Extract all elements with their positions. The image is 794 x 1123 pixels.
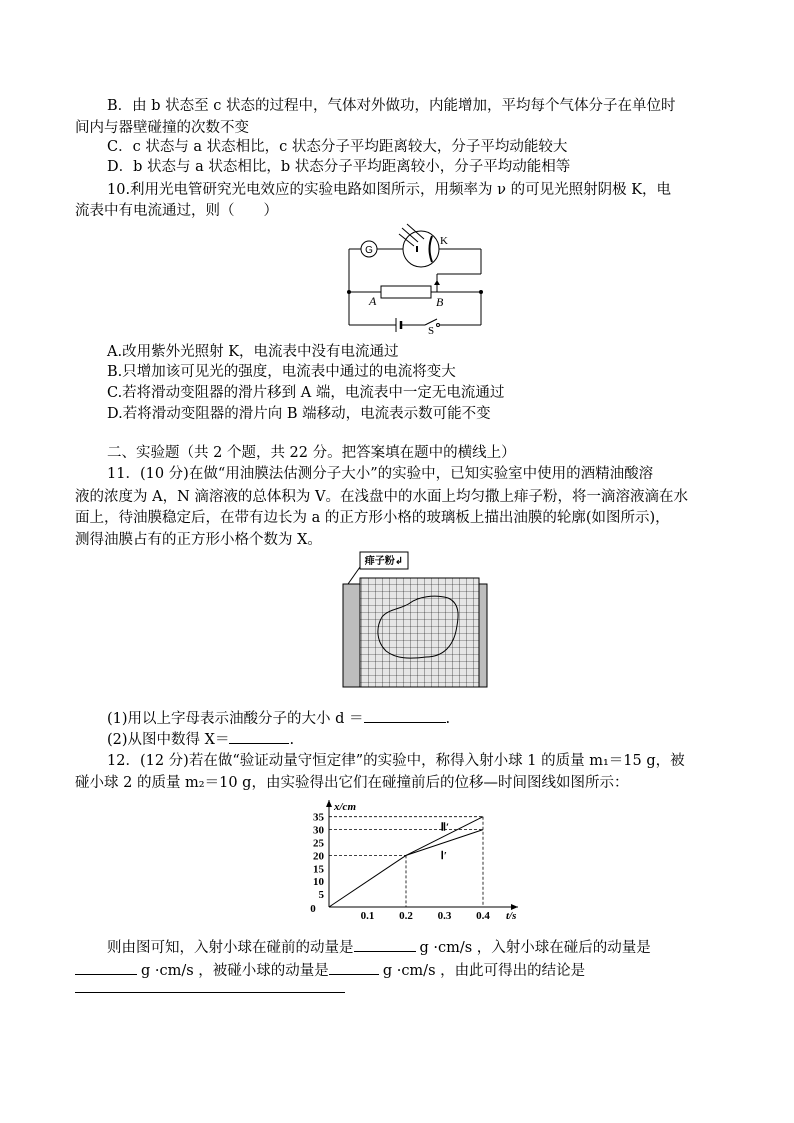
q11-sub2-end: .: [289, 732, 295, 748]
photoelectric-circuit-figure: [340, 222, 490, 334]
q12-answer-text-1a: 则由图可知，入射小球在碰前的动量是: [107, 940, 354, 956]
q9-option-c: C．c 状态与 a 状态相比，c 状态分子平均距离较大，分子平均动能较大: [107, 139, 568, 155]
q11-stem-line4: 测得油膜占有的正方形小格个数为 X。: [75, 532, 322, 548]
q11-sub1-blank[interactable]: [364, 708, 446, 723]
series-line-1: [329, 855, 406, 907]
q12-answer-text-2b: g ·cm/s ，由此可得出的结论是: [382, 963, 586, 979]
talcum-powder-label: 痱子粉↲: [364, 556, 404, 567]
q12-momentum-after-blank[interactable]: [75, 960, 137, 975]
cathode-label: K: [440, 235, 448, 247]
q12-stem-line1: 12．(12 分)若在做“验证动量守恒定律”的实验中，称得入射小球 1 的质量 m₁＝15 g，被: [107, 753, 685, 769]
q11-stem-line2: 液的浓度为 A，N 滴溶液的总体积为 V。在浅盘中的水面上均匀撒上痱子粉，将一滴溶液滴在水: [75, 489, 688, 505]
series-label-i: Ⅰ′: [440, 850, 447, 863]
q11-sub1-text: (1)用以上字母表示油酸分子的大小 d ＝: [107, 711, 364, 727]
y-tick-label: 5: [318, 889, 324, 902]
position-time-chart: [294, 796, 530, 920]
q12-answer-text-1b: g ·cm/s ，入射小球在碰后的动量是: [419, 940, 651, 956]
oil-film-grid-figure: [340, 549, 490, 689]
q9-option-b-line1: B．由 b 状态至 c 状态的过程中，气体对外做功，内能增加，平均每个气体分子在单位时: [107, 98, 676, 114]
y-tick-label: 20: [313, 850, 324, 863]
q10-option-b: B.只增加该可见光的强度，电流表中通过的电流将变大: [107, 364, 456, 380]
x-axis-label: t/s: [506, 910, 517, 920]
q10-stem-line2: 流表中有电流通过，则（ ）: [75, 203, 278, 219]
q11-sub2-blank[interactable]: [229, 729, 289, 744]
switch-label: S: [428, 325, 435, 334]
y-tick-label: 35: [313, 811, 324, 824]
x-tick-label: 0.4: [476, 910, 490, 920]
y-tick-label: 15: [313, 863, 324, 876]
end-b-label: B: [436, 295, 444, 309]
series-label-ii: Ⅱ′: [440, 821, 450, 834]
section-2-heading: 二、实验题（共 2 个题，共 22 分。把答案填在题中的横线上）: [107, 445, 516, 461]
q12-stem-line2: 碰小球 2 的质量 m₂＝10 g，由实验得出它们在碰撞前后的位移—时间图线如图所示：: [75, 775, 629, 791]
q11-stem-line1: 11．(10 分)在做“用油膜法估测分子大小”的实验中，已知实验室中使用的酒精油酸溶: [107, 466, 654, 482]
q9-option-b-line2: 间内与器壁碰撞的次数不变: [75, 120, 249, 136]
y-axis-label: x/cm: [334, 801, 356, 813]
q11-sub1-end: .: [445, 711, 451, 727]
y-tick-label: 10: [313, 876, 324, 889]
q12-momentum-before-blank[interactable]: [354, 937, 416, 952]
q9-option-d: D．b 状态与 a 状态相比，b 状态分子平均距离较小，分子平均动能相等: [107, 159, 571, 175]
q11-stem-line3: 面上，待油膜稳定后，在带有边长为 a 的正方形小格的玻璃板上描出油膜的轮廓(如图所示)，: [75, 510, 670, 526]
q10-option-a: A.改用紫外光照射 K，电流表中没有电流通过: [107, 344, 399, 360]
y-axis-arrow: [326, 800, 332, 807]
x-tick-label: 0.2: [399, 910, 413, 920]
q10-stem-line1: 10.利用光电管研究光电效应的实验电路如图所示，用频率为 ν 的可见光照射阴极 K，电: [107, 182, 672, 198]
q11-sub2: [107, 729, 294, 750]
q11-sub1: [107, 708, 450, 729]
q12-answer-text-2a: g ·cm/s ，被碰小球的动量是: [141, 963, 329, 979]
q12-target-momentum-blank[interactable]: [329, 960, 379, 975]
q12-answer-line2: [75, 960, 585, 981]
x-tick-label: 0.1: [360, 910, 375, 920]
q11-sub2-text: (2)从图中数得 X＝: [107, 732, 230, 748]
y-tick-label: 30: [313, 824, 324, 837]
origin-label: 0: [310, 903, 316, 915]
q12-answer-line1: [107, 937, 651, 958]
q12-conclusion-blank[interactable]: [75, 992, 345, 993]
end-a-label: A: [369, 294, 377, 308]
q10-option-d: D.若将滑动变阻器的滑片向 B 端移动，电流表示数可能不变: [107, 406, 491, 422]
galvanometer-label: G: [365, 245, 373, 256]
q10-option-c: C.若将滑动变阻器的滑片移到 A 端，电流表中一定无电流通过: [107, 385, 505, 401]
x-tick-label: 0.3: [437, 910, 452, 920]
y-tick-label: 25: [313, 837, 324, 850]
